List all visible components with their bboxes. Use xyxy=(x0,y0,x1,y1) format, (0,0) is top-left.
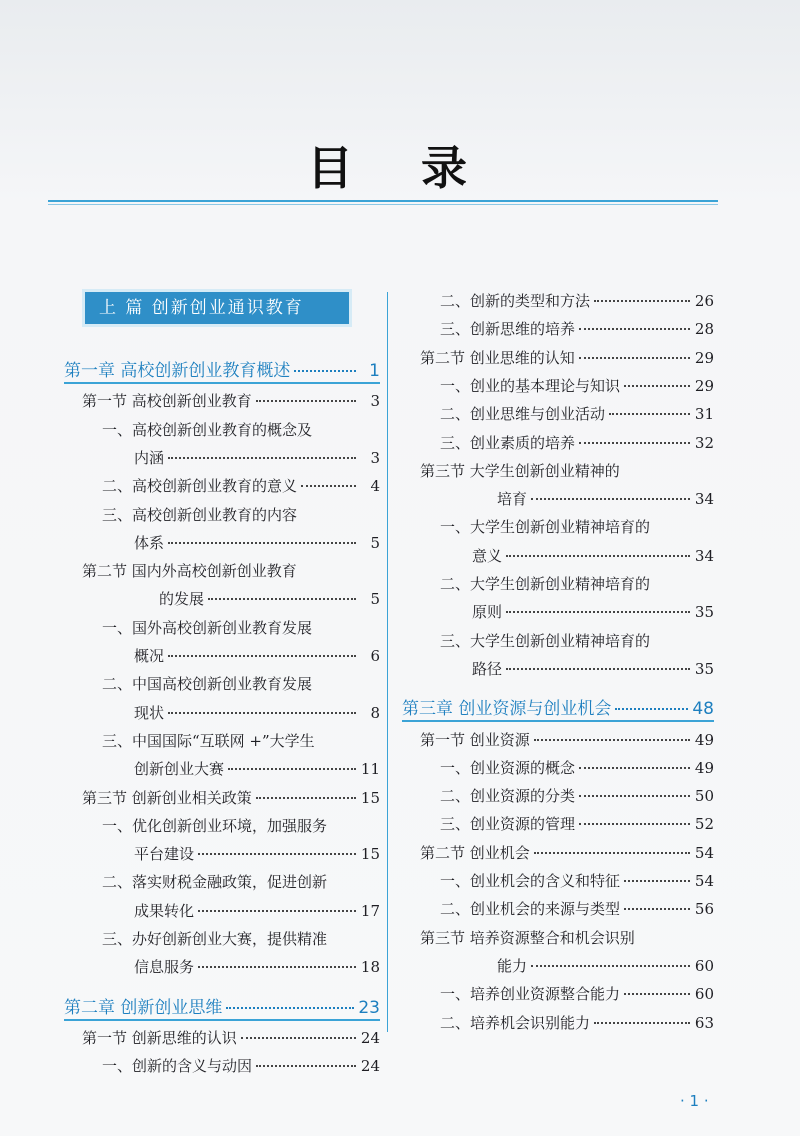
toc-entry-text: 第一节 创新思维的认识 xyxy=(82,1028,237,1047)
toc-leader-dots xyxy=(198,910,356,912)
toc-entry-text: 二、创业思维与创业活动 xyxy=(440,405,606,424)
toc-page-number: 54 xyxy=(694,872,714,890)
part-banner: 上 篇 创新创业通识教育 xyxy=(85,292,349,324)
toc-leader-dots xyxy=(531,965,690,967)
toc-page-number: 26 xyxy=(694,292,714,310)
toc-leader-dots xyxy=(506,668,690,670)
toc-leader-dots xyxy=(198,966,356,968)
toc-section-entry xyxy=(420,347,714,368)
toc-entry-text: 一、创业的基本理论与知识 xyxy=(440,376,621,395)
toc-item-entry xyxy=(472,545,714,566)
toc-leader-dots xyxy=(506,611,690,613)
toc-entry-text: 第二节 国内外高校创新创业教育 xyxy=(82,562,297,581)
toc-entry-text: 二、高校创新创业教育的意义 xyxy=(102,477,298,496)
toc-leader-dots xyxy=(168,655,356,657)
toc-section-entry xyxy=(497,955,714,976)
chapter-underline xyxy=(402,720,714,722)
toc-entry-text: 一、培养创业资源整合能力 xyxy=(440,985,621,1004)
toc-entry-text: 二、创新的类型和方法 xyxy=(440,292,591,310)
toc-page-number: 1 xyxy=(369,361,380,381)
toc-item-entry xyxy=(440,318,714,339)
toc-leader-dots xyxy=(256,1065,356,1067)
toc-item-entry xyxy=(440,290,714,311)
toc-leader-dots xyxy=(579,357,690,359)
toc-leader-dots xyxy=(168,712,356,714)
toc-item-entry xyxy=(440,813,714,834)
toc-entry-text: 能力 xyxy=(497,956,528,975)
toc-leader-dots xyxy=(208,598,356,600)
toc-section-entry xyxy=(497,488,714,509)
toc-item-entry xyxy=(134,758,380,779)
toc-leader-dots xyxy=(534,739,690,741)
toc-leader-dots xyxy=(228,768,356,770)
toc-entry-text: 二、创业机会的来源与类型 xyxy=(440,900,621,919)
toc-leader-dots xyxy=(609,413,690,415)
toc-entry-text: 第二节 创业机会 xyxy=(420,843,530,862)
toc-entry-text: 第一章 高校创新创业教育概述 xyxy=(64,361,291,381)
toc-leader-dots xyxy=(594,1022,690,1024)
toc-page-number: 56 xyxy=(694,900,714,919)
toc-leader-dots xyxy=(226,1007,354,1009)
toc-entry-text: 培育 xyxy=(497,490,528,509)
toc-item-entry xyxy=(134,956,380,977)
page-title: 目 录 xyxy=(306,141,493,195)
toc-entry-text: 一、创业资源的概念 xyxy=(440,758,576,777)
toc-page-number: 34 xyxy=(694,490,714,509)
chapter-underline xyxy=(64,1019,380,1021)
toc-item-entry xyxy=(440,375,714,396)
toc-item-entry xyxy=(440,870,714,891)
toc-leader-dots xyxy=(579,823,690,825)
toc-item-entry xyxy=(102,673,380,694)
toc-entry-text: 平台建设 xyxy=(134,845,195,864)
toc-entry-text: 第二章 创新创业思维 xyxy=(64,997,223,1018)
toc-page-number: 15 xyxy=(360,788,380,807)
toc-page-number: 29 xyxy=(694,348,714,367)
toc-leader-dots xyxy=(624,993,690,995)
toc-entry-text: 二、大学生创新创业精神培育的 xyxy=(440,575,651,593)
toc-page-number: 63 xyxy=(694,1013,714,1032)
toc-item-entry xyxy=(102,815,380,836)
toc-leader-dots xyxy=(301,485,356,487)
toc-page-number: 35 xyxy=(694,659,714,678)
toc-item-entry xyxy=(102,617,380,638)
toc-entry-text: 内涵 xyxy=(134,448,165,467)
toc-page-number: 60 xyxy=(694,956,714,975)
toc-page-number: 31 xyxy=(694,405,714,424)
toc-leader-dots xyxy=(579,328,690,330)
toc-page-number: 32 xyxy=(694,433,714,452)
toc-entry-text: 一、优化创新创业环境，加强服务 xyxy=(102,816,328,835)
toc-entry-text: 原则 xyxy=(472,603,503,622)
toc-page-number: 29 xyxy=(694,376,714,395)
toc-leader-dots xyxy=(168,542,356,544)
toc-page-number: 50 xyxy=(694,787,714,806)
toc-item-entry xyxy=(134,702,380,723)
toc-section-entry xyxy=(82,390,380,411)
toc-chapter-entry xyxy=(64,356,380,381)
toc-entry-text: 创新创业大赛 xyxy=(134,760,225,779)
toc-entry-text: 三、大学生创新创业精神培育的 xyxy=(440,631,651,650)
toc-item-entry xyxy=(102,504,380,525)
toc-entry-text: 二、落实财税金融政策，促进创新 xyxy=(102,873,328,892)
toc-page-number: 11 xyxy=(360,760,380,779)
toc-page-number: 49 xyxy=(694,730,714,749)
toc-section-entry xyxy=(159,588,380,609)
page-number: · 1 · xyxy=(680,1092,709,1110)
toc-leader-dots xyxy=(198,853,356,855)
toc-entry-text: 第二节 创业思维的认知 xyxy=(420,348,575,367)
toc-page-number: 28 xyxy=(694,320,714,339)
toc-page-number: 5 xyxy=(370,590,380,609)
toc-item-entry xyxy=(440,630,714,651)
toc-item-entry xyxy=(472,658,714,679)
toc-page-number: 34 xyxy=(694,546,714,565)
toc-page-number: 54 xyxy=(694,843,714,862)
toc-entry-text: 第三节 培养资源整合和机会识别 xyxy=(420,928,635,947)
toc-item-entry xyxy=(134,843,380,864)
toc-leader-dots xyxy=(294,370,356,372)
toc-page-number: 4 xyxy=(370,477,380,496)
toc-item-entry xyxy=(440,898,714,919)
toc-entry-text: 第一节 高校创新创业教育 xyxy=(82,392,252,411)
toc-leader-dots xyxy=(579,795,690,797)
toc-entry-text: 体系 xyxy=(134,533,165,552)
toc-page-number: 15 xyxy=(360,845,380,864)
toc-page-number: 49 xyxy=(694,758,714,777)
toc-entry-text: 三、高校创新创业教育的内容 xyxy=(102,505,298,524)
toc-leader-dots xyxy=(534,852,690,854)
toc-leader-dots xyxy=(579,767,690,769)
toc-page-number: 18 xyxy=(360,958,380,977)
toc-entry-text: 第三节 大学生创新创业精神的 xyxy=(420,461,620,480)
toc-entry-text: 三、创业素质的培养 xyxy=(440,433,576,452)
toc-page-number: 48 xyxy=(692,699,714,720)
toc-entry-text: 第一节 创业资源 xyxy=(420,730,530,749)
toc-page-number: 35 xyxy=(694,603,714,622)
toc-page-number: 24 xyxy=(360,1057,380,1076)
toc-item-entry xyxy=(102,928,380,949)
toc-entry-text: 一、创业机会的含义和特征 xyxy=(440,872,621,890)
toc-item-entry xyxy=(440,757,714,778)
toc-page-number: 24 xyxy=(360,1028,380,1047)
toc-leader-dots xyxy=(531,498,690,500)
toc-item-entry xyxy=(102,1055,380,1076)
toc-entry-text: 的发展 xyxy=(159,590,205,609)
toc-item-entry xyxy=(440,785,714,806)
toc-chapter-entry xyxy=(402,694,714,719)
toc-item-entry xyxy=(440,432,714,453)
column-divider xyxy=(387,292,388,1032)
toc-entry-text: 一、国外高校创新创业教育发展 xyxy=(102,618,313,637)
toc-page-number: 17 xyxy=(360,901,380,920)
toc-page-number: 60 xyxy=(694,985,714,1004)
toc-leader-dots xyxy=(579,442,690,444)
toc-page-number: 8 xyxy=(370,703,380,722)
toc-entry-text: 意义 xyxy=(472,546,503,565)
toc-leader-dots xyxy=(506,555,690,557)
toc-entry-text: 三、中国国际“互联网 +”大学生 xyxy=(102,731,315,750)
toc-item-entry xyxy=(440,403,714,424)
toc-section-entry xyxy=(420,927,714,948)
toc-page-number: 23 xyxy=(358,997,380,1018)
toc-entry-text: 概况 xyxy=(134,647,165,665)
toc-chapter-entry xyxy=(64,993,380,1018)
toc-entry-text: 信息服务 xyxy=(134,958,195,977)
toc-entry-text: 路径 xyxy=(472,659,503,678)
toc-leader-dots xyxy=(624,385,690,387)
toc-page-number: 5 xyxy=(370,533,380,552)
toc-leader-dots xyxy=(241,1037,356,1039)
toc-section-entry xyxy=(82,787,380,808)
title-rule-thin xyxy=(48,204,718,205)
toc-page-number: 6 xyxy=(370,647,380,665)
toc-leader-dots xyxy=(624,908,690,910)
toc-page-number: 3 xyxy=(370,448,380,467)
toc-item-entry xyxy=(440,516,714,537)
toc-entry-text: 三、创业资源的管理 xyxy=(440,815,576,834)
toc-page-number: 3 xyxy=(370,392,380,411)
toc-entry-text: 三、创新思维的培养 xyxy=(440,320,576,339)
toc-leader-dots xyxy=(256,797,356,799)
toc-entry-text: 一、创新的含义与动因 xyxy=(102,1057,253,1076)
toc-item-entry xyxy=(134,900,380,921)
toc-entry-text: 三、办好创新创业大赛，提供精准 xyxy=(102,930,328,948)
toc-item-entry xyxy=(440,573,714,594)
toc-item-entry xyxy=(134,447,380,468)
toc-leader-dots xyxy=(594,300,690,302)
toc-entry-text: 现状 xyxy=(134,703,165,722)
toc-section-entry xyxy=(420,729,714,750)
toc-leader-dots xyxy=(615,708,688,710)
toc-entry-text: 第三节 创新创业相关政策 xyxy=(82,788,252,807)
toc-item-entry xyxy=(472,601,714,622)
toc-entry-text: 一、大学生创新创业精神培育的 xyxy=(440,518,651,537)
toc-item-entry xyxy=(440,983,714,1004)
chapter-underline xyxy=(64,382,380,384)
toc-leader-dots xyxy=(256,400,356,402)
toc-entry-text: 二、创业资源的分类 xyxy=(440,787,576,806)
toc-section-entry xyxy=(420,460,714,481)
toc-item-entry xyxy=(102,419,380,440)
toc-item-entry xyxy=(102,730,380,751)
toc-item-entry xyxy=(102,871,380,892)
toc-entry-text: 成果转化 xyxy=(134,901,195,920)
toc-section-entry xyxy=(82,560,380,581)
toc-item-entry xyxy=(440,1012,714,1033)
toc-page-number: 52 xyxy=(694,815,714,834)
toc-item-entry xyxy=(102,475,380,496)
toc-entry-text: 二、中国高校创新创业教育发展 xyxy=(102,675,313,694)
toc-section-entry xyxy=(82,1027,380,1048)
toc-entry-text: 一、高校创新创业教育的概念及 xyxy=(102,420,313,439)
toc-item-entry xyxy=(134,532,380,553)
toc-leader-dots xyxy=(168,457,356,459)
toc-section-entry xyxy=(420,842,714,863)
toc-item-entry xyxy=(134,645,380,666)
toc-leader-dots xyxy=(624,880,690,882)
toc-entry-text: 二、培养机会识别能力 xyxy=(440,1013,591,1032)
toc-entry-text: 第三章 创业资源与创业机会 xyxy=(402,699,612,720)
title-rule xyxy=(48,200,718,202)
